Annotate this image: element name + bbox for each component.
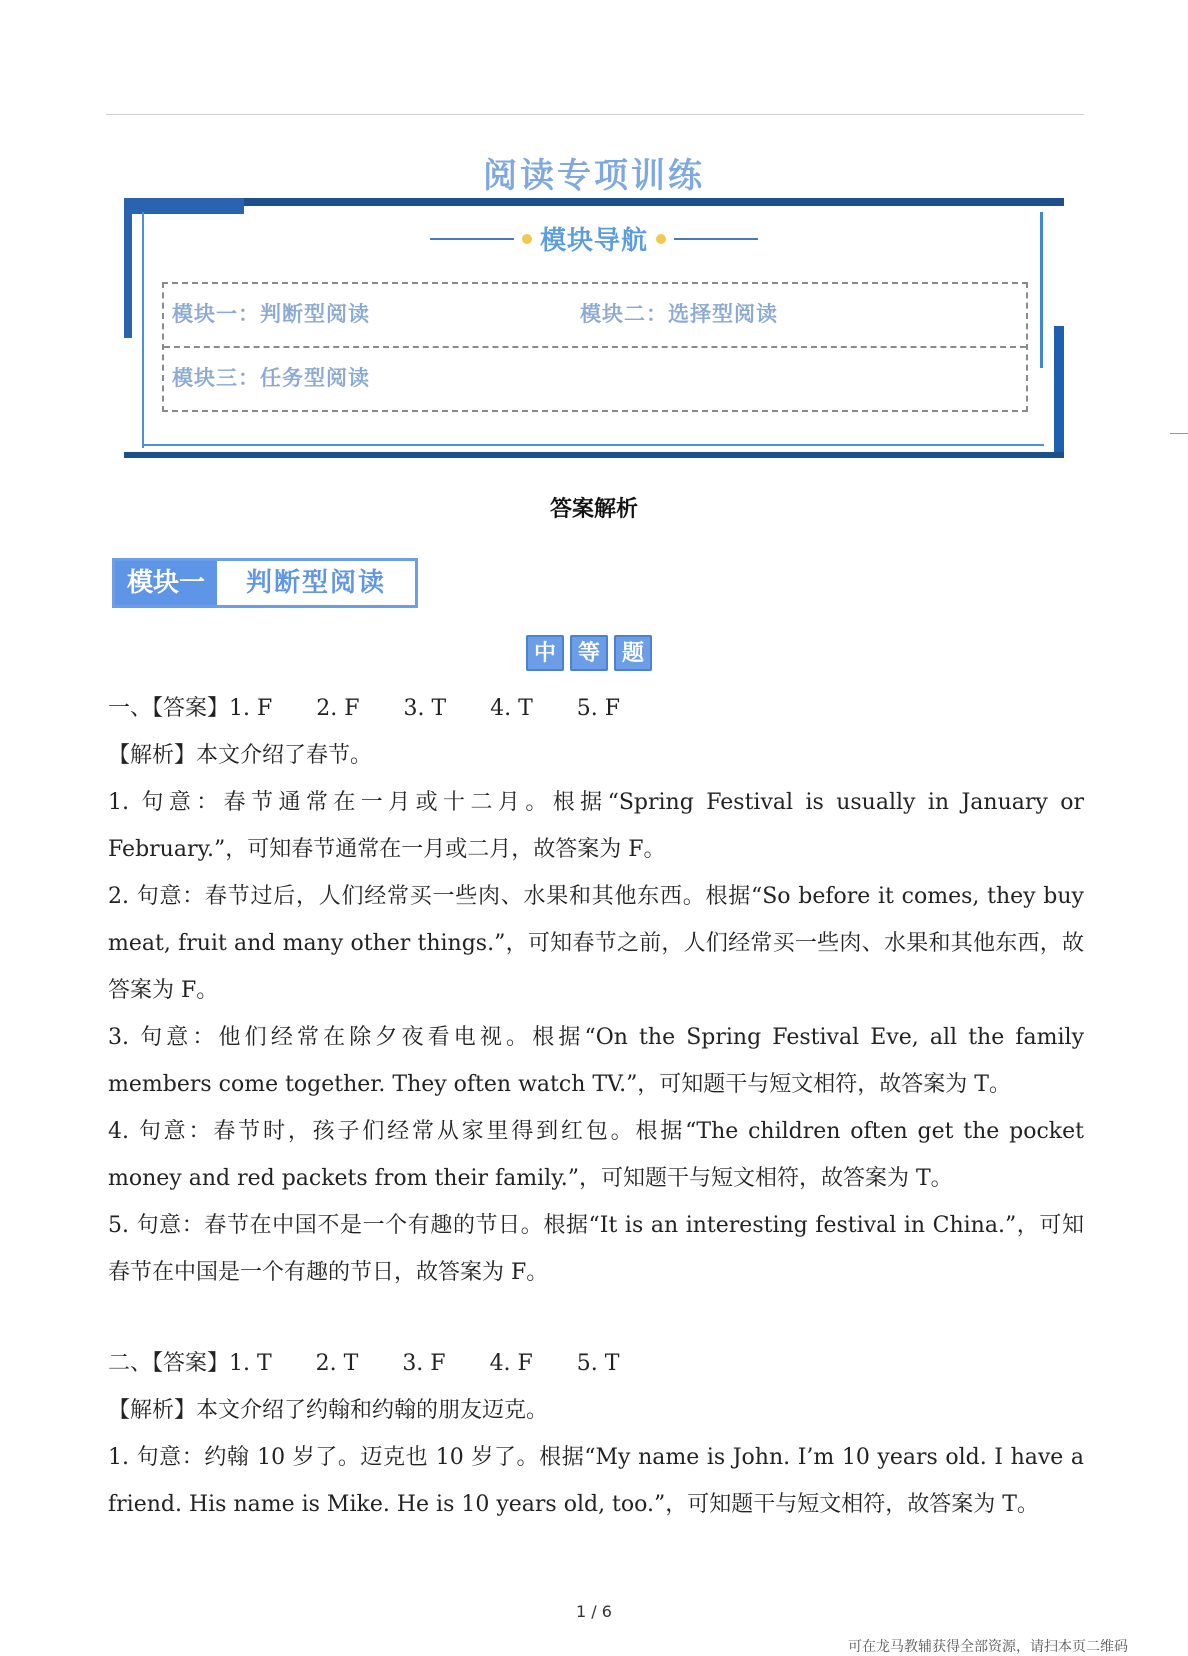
nav-heading-label: 模块导航 <box>539 226 648 256</box>
module-number: 模块一 <box>115 561 217 605</box>
explanation-item: 4. 句意：春节时，孩子们经常从家里得到红包。根据“The children often get the pocket money and red packets from their family.”，可知题干与短文相符，故答案为 T。 <box>108 1119 1084 1191</box>
difficulty-char: 题 <box>614 635 652 671</box>
answer-title: 答案解析 <box>549 496 638 522</box>
frame-bar <box>124 198 132 338</box>
corner-note: 可在龙马教辅获得全部资源，请扫本页二维码 <box>848 1639 1128 1655</box>
divider <box>430 238 514 240</box>
answer-line: 一、【答案】1. F 2. F 3. T 4. T 5. F <box>108 696 621 721</box>
section-2 <box>108 1340 1084 1528</box>
page-number: 1 / 6 <box>576 1602 612 1621</box>
explanation-item: 2. 句意：春节过后，人们经常买一些肉、水果和其他东西。根据“So before it comes, they buy meat, fruit and many other things.”，可知春节之前，人们经常买一些肉、水果和其他东西，故答案为 F。 <box>108 884 1084 1003</box>
module-navigation-box <box>124 198 1064 460</box>
analysis-line: 【解析】本文介绍了春节。 <box>108 743 373 768</box>
frame-bar <box>124 198 1064 206</box>
nav-item-module-1[interactable]: 模块一：判断型阅读 <box>172 301 370 326</box>
module-tag <box>112 558 418 608</box>
nav-item-module-2[interactable]: 模块二：选择型阅读 <box>580 301 778 326</box>
explanation-item: 5. 句意：春节在中国不是一个有趣的节日。根据“It is an interesting festival in China.”，可知春节在中国是一个有趣的节日，故答案为 F。 <box>108 1213 1084 1285</box>
divider <box>164 346 1026 348</box>
answer-line: 二、【答案】1. T 2. T 3. F 4. F 5. T <box>108 1351 620 1376</box>
dot-icon <box>522 234 532 244</box>
explanation-item: 1. 句意：春节通常在一月或十二月。根据“Spring Festival is usually in January or February.”，可知春节通常在一月或二月，故答案为 F。 <box>108 790 1084 862</box>
frame-bar <box>1054 326 1064 458</box>
difficulty-badge <box>526 635 658 671</box>
nav-heading <box>124 220 1064 257</box>
module-name: 判断型阅读 <box>245 568 386 598</box>
analysis-line: 【解析】本文介绍了约翰和约翰的朋友迈克。 <box>108 1398 549 1423</box>
document-title: 阅读专项训练 <box>483 156 705 196</box>
nav-item-module-3[interactable]: 模块三：任务型阅读 <box>172 365 370 390</box>
margin-mark <box>1170 433 1188 434</box>
section-1 <box>108 685 1084 1296</box>
divider <box>674 238 758 240</box>
explanation-item: 3. 句意：他们经常在除夕夜看电视。根据“On the Spring Festival Eve, all the family members come together. They often watch TV.”，可知题干与短文相符，故答案为 T。 <box>108 1025 1084 1097</box>
nav-grid <box>162 282 1028 412</box>
frame-line <box>144 444 1044 446</box>
difficulty-char: 等 <box>570 635 608 671</box>
dot-icon <box>656 234 666 244</box>
header-rule <box>106 114 1084 115</box>
explanation-item: 1. 句意：约翰 10 岁了。迈克也 10 岁了。根据“My name is John. I’m 10 years old. I have a friend. His name is Mike. He is 10 years old, too.”，可知题干与短文相符，故答案为 T。 <box>108 1445 1084 1517</box>
difficulty-char: 中 <box>526 635 564 671</box>
frame-bar <box>124 452 1064 458</box>
